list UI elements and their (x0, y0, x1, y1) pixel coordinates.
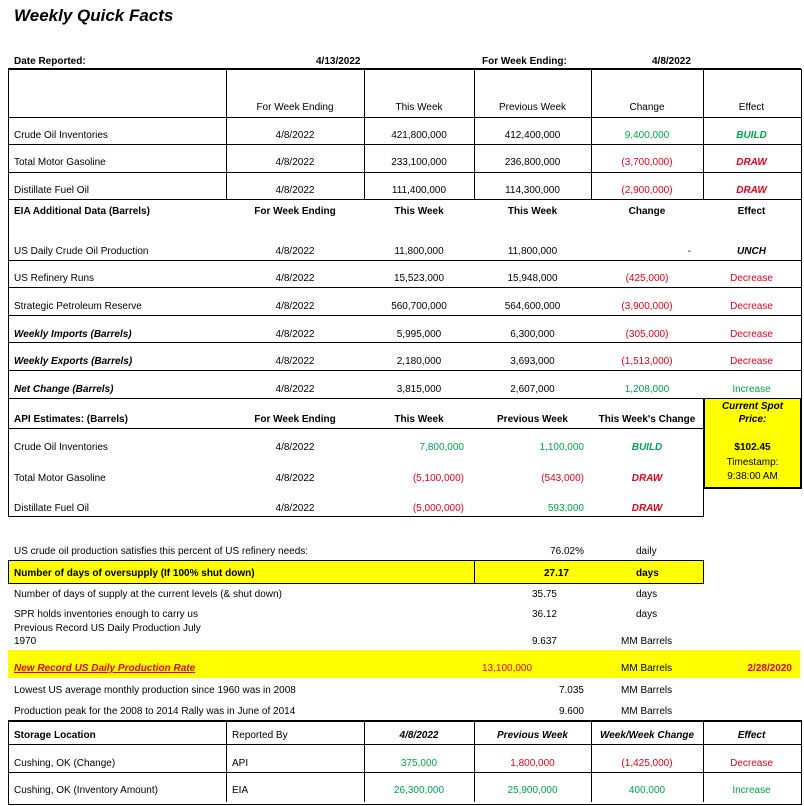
record-value: 13,100,000 (482, 663, 533, 674)
stat-unit: days (636, 589, 658, 600)
record-date: 2/28/2020 (747, 663, 792, 674)
col-this-week: This Week (395, 102, 443, 113)
storage-col-previous: Previous Week (497, 730, 568, 741)
stat-label: Number of days of supply at the current levels (& shut down) (14, 589, 282, 600)
week-ending-label: For Week Ending: (482, 56, 567, 67)
date-reported-value: 4/13/2022 (316, 56, 361, 67)
stat-value: 7.035 (558, 685, 584, 696)
stat-unit: MM Barrels (621, 685, 673, 696)
stat-label: Number of days of oversupply (If 100% shut down) (14, 568, 255, 579)
storage-col-effect: Effect (737, 730, 766, 741)
stat-value: 9.637 (531, 636, 557, 647)
date-reported-label: Date Reported: (14, 56, 86, 67)
stat-value: 35.75 (531, 589, 557, 600)
stat-label: Production peak for the 2008 to 2014 Rally was in June of 2014 (14, 706, 296, 717)
stat-value: 36.12 (531, 609, 557, 620)
stat-label: US crude oil production satisfies this percent of US refinery needs: (14, 546, 309, 557)
eia-table-frame (8, 69, 802, 399)
timestamp-value: 9:38:00 AM (727, 471, 778, 482)
col-change: Change (629, 102, 665, 113)
stat-label: Lowest US average monthly production since 1960 was in 2008 (14, 685, 296, 696)
storage-col-reported-by: Reported By (232, 730, 288, 741)
additional-title: EIA Additional Data (Barrels) (14, 206, 150, 217)
timestamp-label: Timestamp: (726, 457, 779, 468)
storage-col-location: Storage Location (14, 730, 96, 741)
stat-unit: daily (636, 546, 657, 557)
col-week-ending: For Week Ending (256, 102, 334, 113)
stat-unit: days (636, 568, 659, 579)
record-unit: MM Barrels (621, 663, 673, 674)
spot-label-line2: Price: (738, 414, 767, 425)
stat-value: 76.02% (550, 546, 584, 557)
stat-unit: days (636, 609, 658, 620)
storage-col-date: 4/8/2022 (399, 730, 439, 741)
stat-value: 27.17 (543, 568, 569, 579)
spot-price: $102.45 (734, 442, 771, 453)
page-title: Weekly Quick Facts (14, 6, 174, 25)
stat-unit: MM Barrels (621, 636, 673, 647)
stat-unit: MM Barrels (621, 706, 673, 717)
spot-label-line1: Current Spot (721, 401, 784, 412)
stat-label: Previous Record US Daily Production July (14, 623, 201, 634)
stat-value: 9.600 (558, 706, 584, 717)
col-previous-week: Previous Week (498, 102, 567, 113)
record-label: New Record US Daily Production Rate (14, 663, 196, 674)
storage-col-change: Week/Week Change (599, 730, 695, 741)
stat-label-cont: 1970 (14, 636, 37, 647)
stat-label: SPR holds inventories enough to carry us (14, 609, 198, 620)
week-ending-value: 4/8/2022 (652, 56, 691, 67)
api-title: API Estimates: (Barrels) (14, 414, 128, 425)
spot-price-box (703, 398, 802, 489)
col-effect: Effect (738, 102, 765, 113)
